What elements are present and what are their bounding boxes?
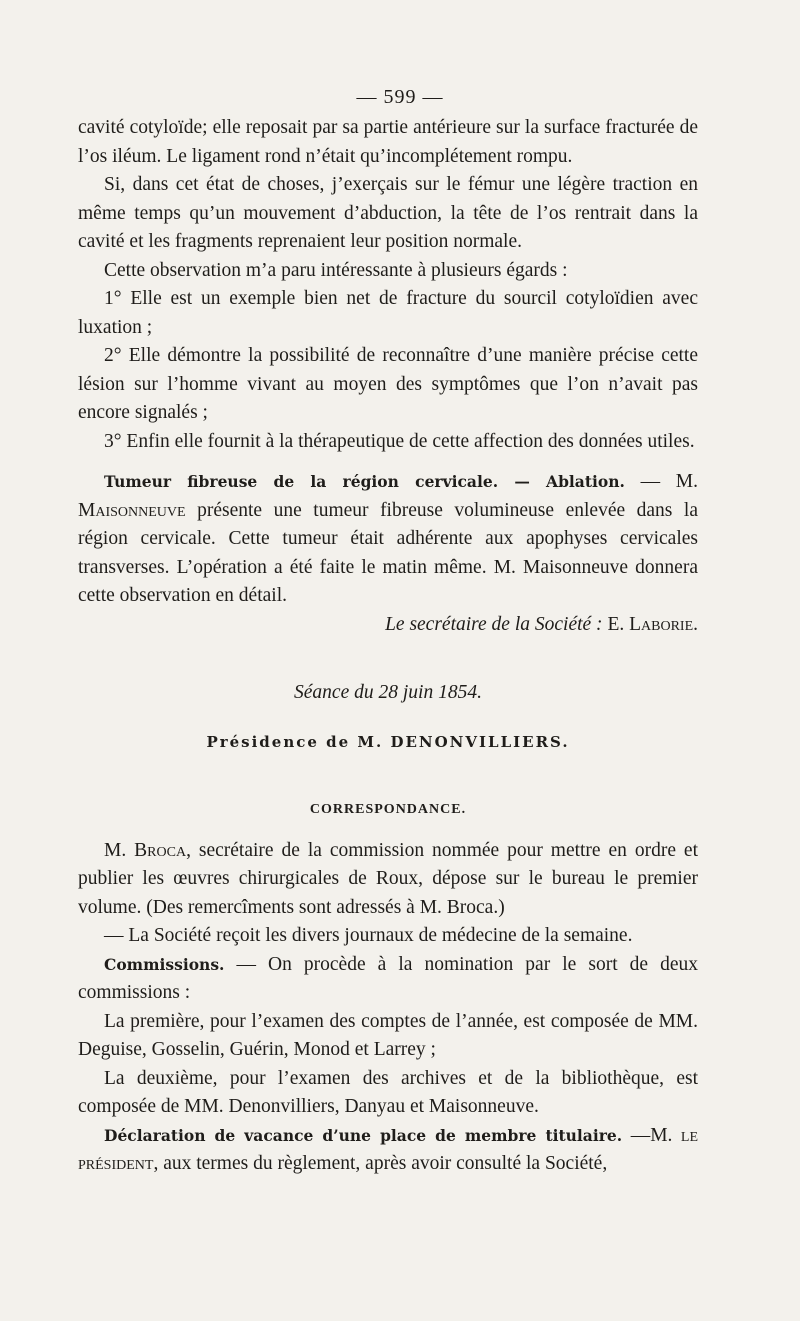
section-text: , aux termes du règlement, après avoir consulté la Société, [153, 1153, 608, 1174]
paragraph: La deuxième, pour l’examen des archives et de la bibliothèque, est composée de MM. Denonvilliers, Danyau et Maisonneuve. [78, 1067, 698, 1117]
page-number: — 599 — [356, 86, 444, 108]
presidence-title: Présidence de M. DENONVILLIERS. [206, 732, 570, 751]
commissions-section [78, 951, 698, 1008]
body-text [78, 114, 698, 1179]
signature-label: Le secrétaire de la Société : [385, 613, 603, 635]
section-text: présente une tumeur fibreuse volumineuse enlevée dans la région cervicale. Cette tumeur était adhérente aux apophyses cervicales transverses. L’opération a été faite le matin même. M. Maisonneuve donnera cette observation en détail. [78, 499, 699, 606]
section-heading: Commissions. [104, 954, 225, 974]
paragraph: — La Société reçoit les divers journaux de médecine de la semaine. [104, 925, 633, 946]
correspondance-paragraph [78, 837, 698, 923]
section-text: — On procède à la nomination par le sort de deux commissions : [78, 953, 698, 1003]
section-heading: Tumeur fibreuse de la région cervicale. — Ablation. [104, 472, 625, 491]
signature-name: E. Laborie. [607, 613, 698, 635]
author-name: M. Broca [104, 839, 187, 861]
paragraph: La première, pour l’examen des comptes de l’année, est composée de MM. Deguise, Gosselin, Guérin, Monod et Larrey ; [78, 1010, 698, 1060]
correspondance-heading: CORRESPONDANCE. [309, 802, 467, 817]
paragraph: 2° Elle démontre la possibilité de reconnaître d’une manière précise cette lésion sur l’homme vivant au moyen des symptômes que l’on n’avait pas encore signalés ; [78, 345, 698, 423]
paragraph: 1° Elle est un exemple bien net de fracture du sourcil cotyloïdien avec luxation ; [78, 288, 698, 338]
section-heading: Déclaration de vacance d’une place de membre titulaire. [104, 1125, 623, 1145]
section-text: , secrétaire de la commission nommée pour mettre en ordre et publier les œuvres chirurgicales de Roux, dépose sur le bureau le premier volume. (Des remercîments sont adressés à M. Broca.) [78, 839, 699, 918]
tumeur-section [78, 468, 698, 611]
paragraph: 3° Enfin elle fournit à la thérapeutique de cette affection des données utiles. [104, 430, 695, 452]
signature [78, 611, 698, 640]
declaration-section [78, 1122, 698, 1179]
author-name: — M. Maisonneuve [78, 471, 699, 521]
seance-title: Séance du 28 juin 1854. [294, 682, 482, 703]
author-name: —M. le président [78, 1124, 699, 1174]
paragraph: Cette observation m’a paru intéressante à plusieurs égards : [104, 259, 568, 281]
paragraph: Si, dans cet état de choses, j’exerçais sur le fémur une légère traction en même temps qu’un mouvement d’abduction, la tête de l’os rentrait dans la cavité et les fragments reprenaient leur position normale. [78, 174, 698, 252]
paragraph: cavité cotyloïde; elle reposait par sa partie antérieure sur la surface fracturée de l’os iléum. Le ligament rond n’était qu’incomplétement rompu. [78, 117, 698, 167]
